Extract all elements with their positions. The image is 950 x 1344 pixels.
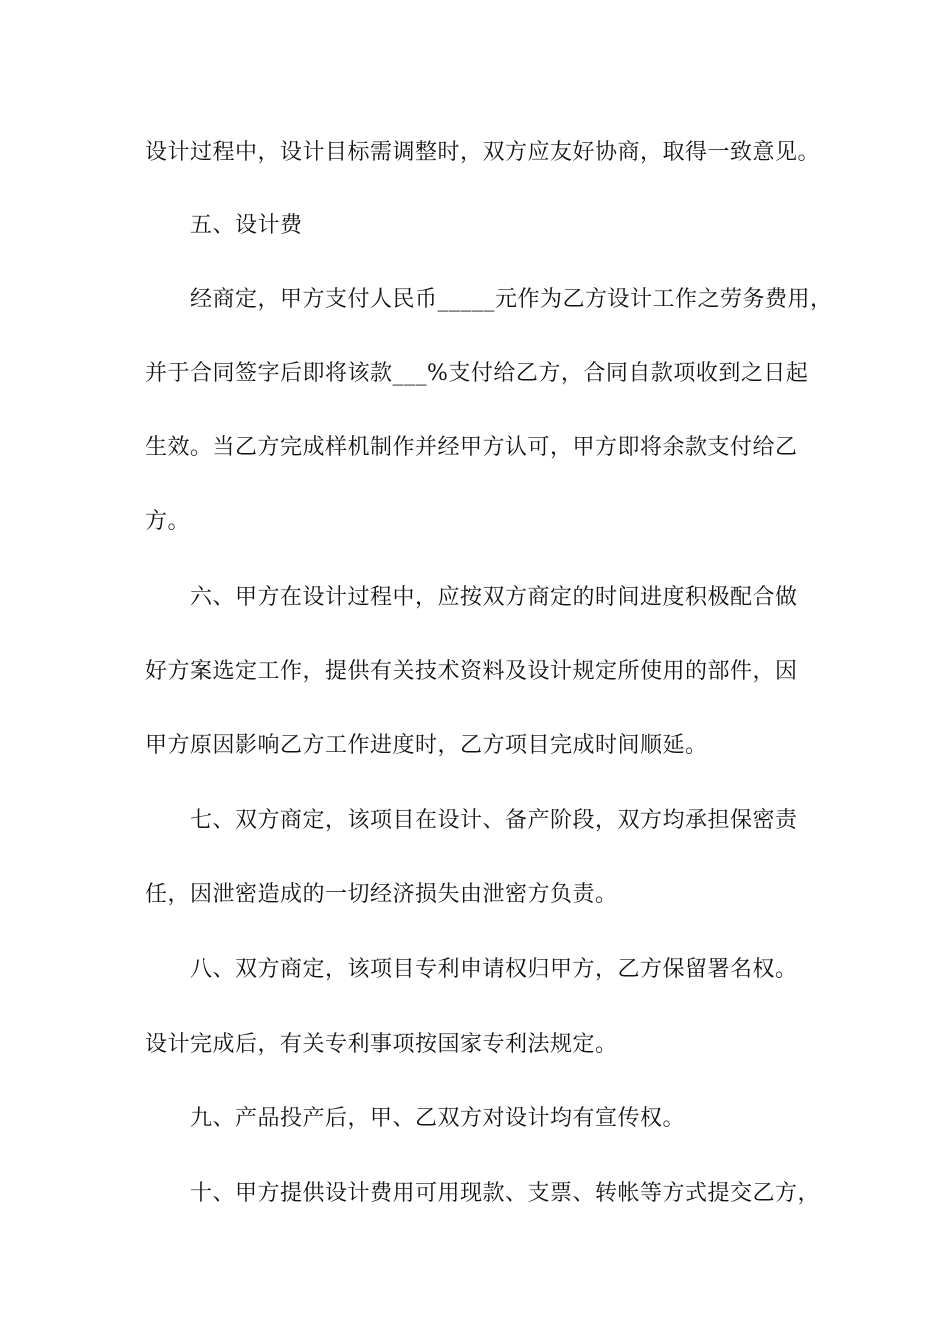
paragraph-line: 八、双方商定，该项目专利申请权归甲方，乙方保留署名权。 bbox=[190, 957, 798, 982]
paragraph-line: 任，因泄密造成的一切经济损失由泄密方负责。 bbox=[145, 882, 618, 907]
paragraph-line: 七、双方商定，该项目在设计、备产阶段，双方均承担保密责 bbox=[190, 808, 798, 833]
paragraph-line: 并于合同签字后即将该款___%支付给乙方，合同自款项收到之日起 bbox=[145, 361, 809, 386]
paragraph-line: 九、产品投产后，甲、乙双方对设计均有宣传权。 bbox=[190, 1106, 686, 1131]
paragraph-line: 生效。当乙方完成样机制作并经甲方认可，甲方即将余款支付给乙 bbox=[145, 435, 798, 460]
paragraph-line: 六、甲方在设计过程中，应按双方商定的时间进度积极配合做 bbox=[190, 585, 798, 610]
paragraph-line: 甲方原因影响乙方工作进度时，乙方项目完成时间顺延。 bbox=[145, 733, 708, 758]
paragraph-line: 设计过程中，设计目标需调整时，双方应友好协商，取得一致意见。 bbox=[145, 140, 821, 165]
section-heading-design-fee: 五、设计费 bbox=[190, 213, 303, 238]
paragraph-line: 十、甲方提供设计费用可用现款、支票、转帐等方式提交乙方， bbox=[190, 1181, 821, 1206]
paragraph-line: 方。 bbox=[145, 509, 191, 534]
paragraph-line: 设计完成后，有关专利事项按国家专利法规定。 bbox=[145, 1032, 618, 1057]
paragraph-line: 经商定，甲方支付人民币_____元作为乙方设计工作之劳务费用， bbox=[190, 287, 833, 312]
paragraph-line: 好方案选定工作，提供有关技术资料及设计规定所使用的部件，因 bbox=[145, 659, 798, 684]
